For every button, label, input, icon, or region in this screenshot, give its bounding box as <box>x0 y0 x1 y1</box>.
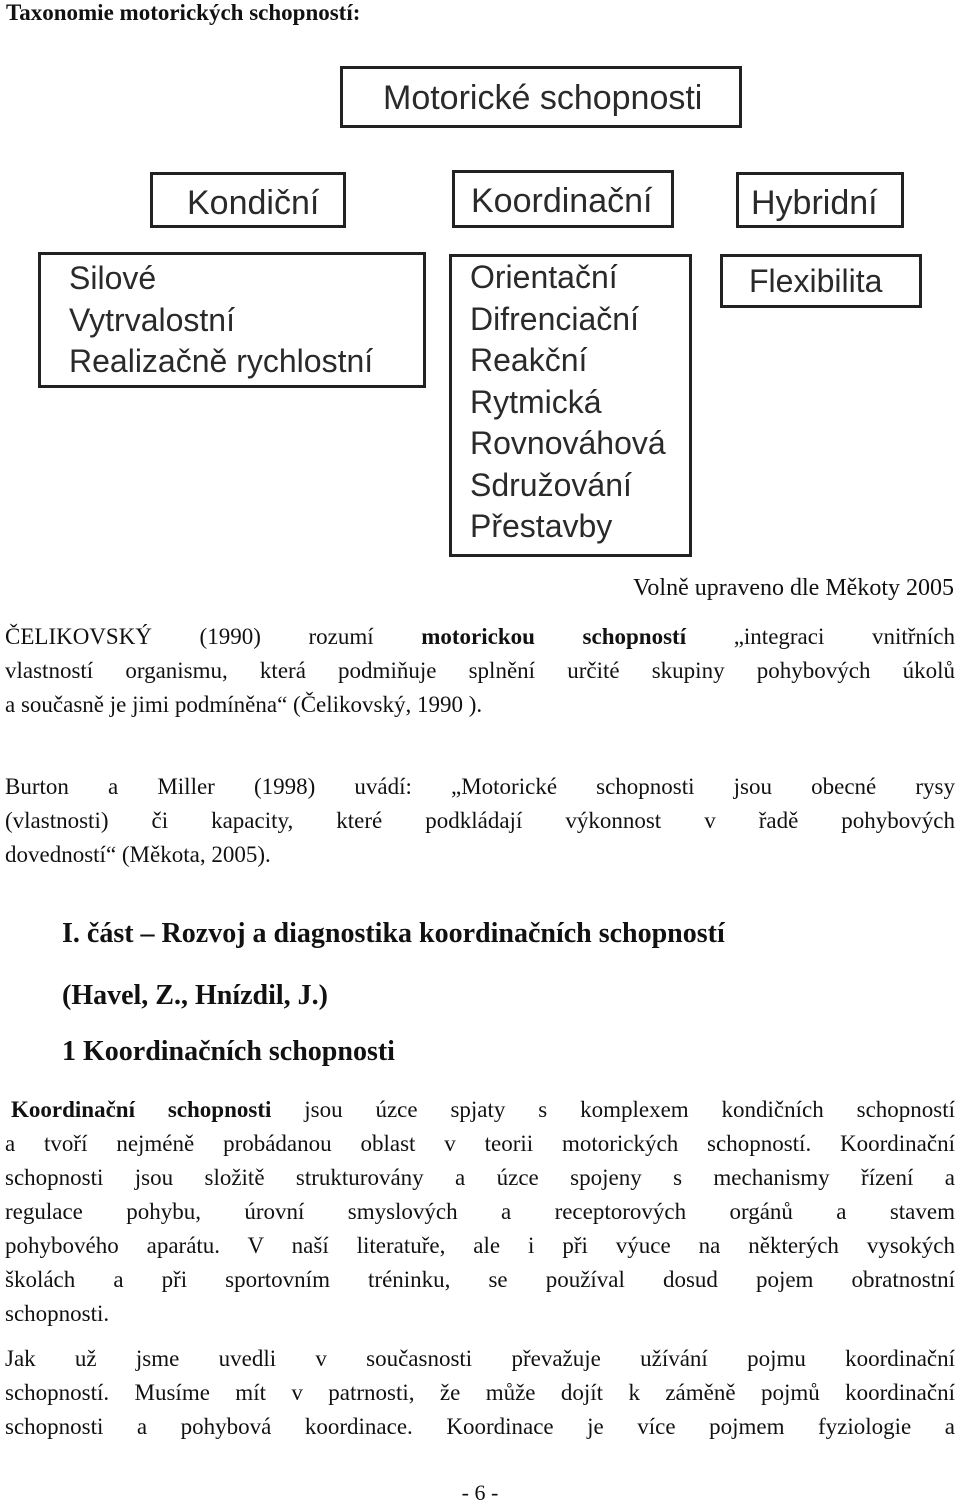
paragraph-line: vlastností organismu, která podmiňuje splnění určité skupiny pohybových úkolů <box>5 658 955 683</box>
paragraph-line: Jak už jsme uvedli v současnosti převažuje užívání pojmu koordinační <box>5 1346 955 1371</box>
paragraph-line: schopnosti jsou složitě strukturovány a úzce spojeny s mechanismy řízení a <box>5 1165 955 1190</box>
list-item: Flexibilita <box>749 263 883 299</box>
paragraph-line: schopnosti a pohybová koordinace. Koordinace je více pojmem fyziologie a <box>5 1414 955 1439</box>
paragraph-line <box>5 620 955 654</box>
list-item: Rytmická <box>470 383 602 420</box>
text-run: „integraci vnitřních <box>686 624 956 649</box>
paragraph-line: dovedností“ (Měkota, 2005). <box>5 842 271 867</box>
list-item: Rovnováhová <box>470 425 666 461</box>
list-item: Realizačně rychlostní <box>69 343 374 379</box>
paragraph-line: (vlastnosti) či kapacity, které podkládají výkonnost v řadě pohybových <box>5 808 955 833</box>
category-box-hybridni <box>736 172 904 228</box>
paragraph-celikovsky <box>5 620 955 722</box>
list-item: Vytrvalostní <box>69 301 235 338</box>
paragraph-line: a současně je jimi podmíněna“ (Čelikovský, 1990 ). <box>5 692 483 717</box>
paragraph-terminology <box>5 1342 955 1444</box>
paragraph-line <box>5 1093 955 1127</box>
section-heading: I. část – Rozvoj a diagnostika koordinačních schopností <box>62 918 725 949</box>
paragraph-line: a tvoří nejméně probádanou oblast v teorii motorických schopností. Koordinační <box>5 1131 955 1156</box>
page-number: - 6 - <box>461 1480 499 1505</box>
paragraph-line: regulace pohybu, úrovní smyslových a receptorových orgánů a stavem <box>5 1199 955 1224</box>
category-label: Hybridní <box>751 184 878 222</box>
section-heading-authors: (Havel, Z., Hnízdil, J.) <box>62 980 328 1011</box>
text-run: jsou úzce spjaty s komplexem kondičních schopností <box>271 1097 956 1122</box>
list-item: Difrenciační <box>470 300 639 337</box>
category-box-koordinacni <box>452 170 674 228</box>
figure-credit: Volně upraveno dle Měkoty 2005 <box>633 575 954 601</box>
list-item: Orientační <box>470 259 618 295</box>
list-item: Přestavby <box>470 508 613 544</box>
list-item: Sdružování <box>470 466 632 503</box>
paragraph-line: Burton a Miller (1998) uvádí: „Motorické schopnosti jsou obecné rysy <box>5 774 955 799</box>
subsection-heading: 1 Koordinačních schopnosti <box>62 1036 395 1067</box>
list-item: Silové <box>69 260 157 296</box>
paragraph-line: schopnosti. <box>5 1301 110 1326</box>
text-run: ČELIKOVSKÝ (1990) rozumí <box>5 624 422 649</box>
paragraph-burton-miller <box>5 770 955 872</box>
root-box-label: Motorické schopnosti <box>383 79 703 117</box>
category-box-kondicni <box>150 172 346 228</box>
paragraph-koordinacni <box>5 1093 955 1331</box>
list-box-hybridni <box>720 254 922 308</box>
page-heading: Taxonomie motorických schopností: <box>6 0 361 25</box>
paragraph-line: školách a při sportovním tréninku, se používal dosud pojem obratnostní <box>5 1267 955 1292</box>
category-label: Kondiční <box>187 184 320 222</box>
list-box-kondicni <box>38 252 426 388</box>
paragraph-line: pohybového aparátu. V naší literatuře, ale i při výuce na některých vysokých <box>5 1233 955 1258</box>
root-box <box>340 66 742 128</box>
list-box-koordinacni <box>449 254 692 557</box>
category-label: Koordinační <box>471 182 653 220</box>
list-item: Reakční <box>470 342 588 378</box>
emphasis-text: Koordinační schopnosti <box>11 1097 272 1122</box>
paragraph-line: schopností. Musíme mít v patrnosti, že může dojít k záměně pojmů koordinační <box>5 1380 955 1405</box>
emphasis-text: motorickou schopností <box>421 624 687 649</box>
